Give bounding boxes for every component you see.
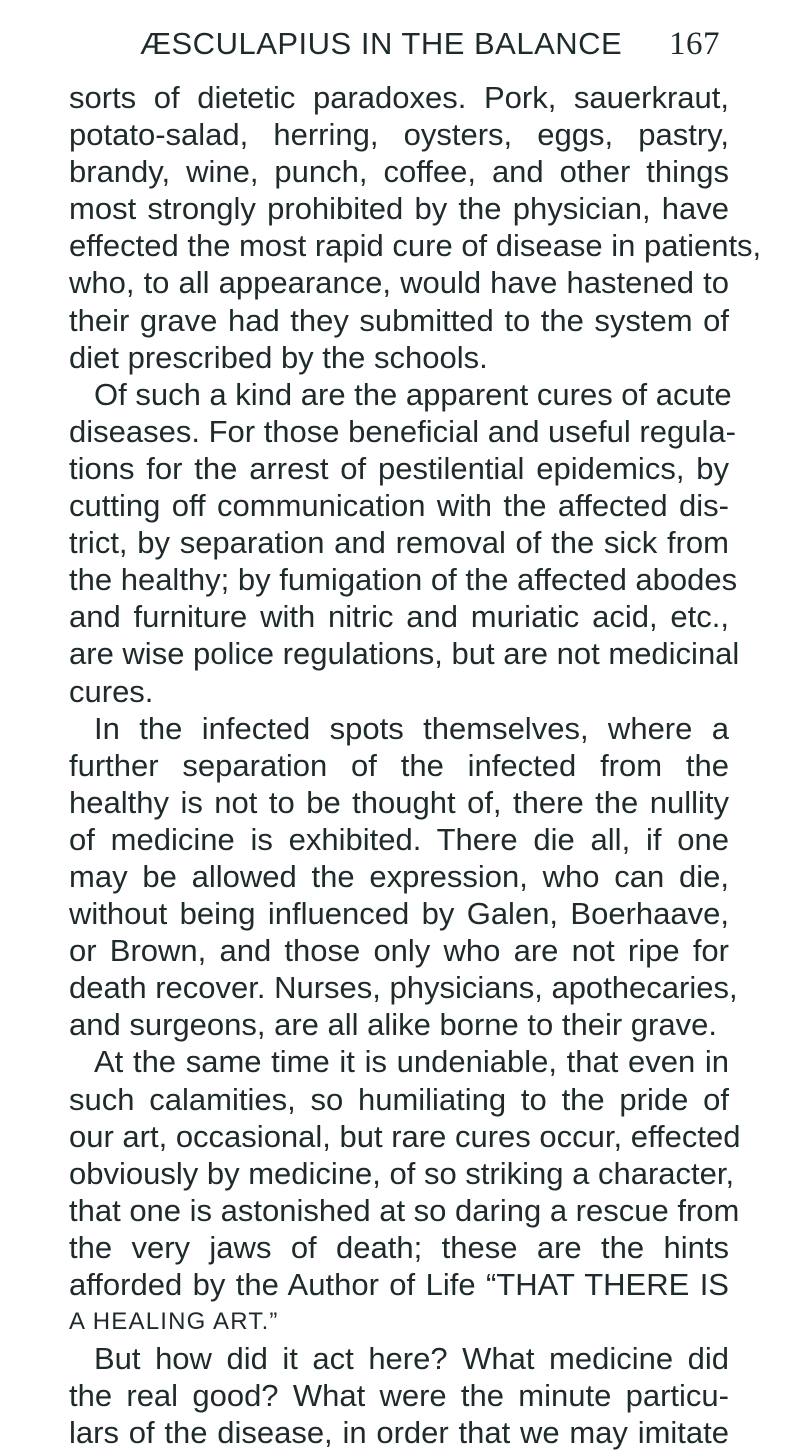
text-line: lars of the disease, in order that we may imitate	[69, 1415, 729, 1451]
text-line: diet prescribed by the schools.	[69, 339, 488, 375]
text-line: healthy is not to be thought of, there the nullity	[69, 784, 729, 820]
text-line: and furniture with nitric and muriatic acid, etc.,	[69, 599, 729, 635]
running-title: ÆSCULAPIUS IN THE BALANCE	[140, 26, 623, 61]
text-line: and surgeons, are all alike borne to their grave.	[69, 1007, 717, 1043]
paragraph-start-line: Of such a kind are the apparent cures of acute	[94, 376, 732, 412]
text-line: cutting off communication with the affected dis-	[69, 488, 729, 524]
text-line: death recover. Nurses, physicians, apothecaries,	[69, 970, 738, 1006]
text-line: are wise police regulations, but are not medicinal	[69, 636, 740, 672]
text-line: the real good? What were the minute particu-	[69, 1378, 729, 1414]
text-line: most strongly prohibited by the physician, have	[69, 191, 729, 227]
text-line: such calamities, so humiliating to the pride of	[69, 1081, 729, 1117]
text-line: of medicine is exhibited. There die all, if one	[69, 821, 729, 857]
page-number: 167	[669, 26, 720, 62]
text-line: effected the most rapid cure of disease in patients,	[69, 228, 762, 264]
text-line: further separation of the infected from the	[69, 747, 729, 783]
small-caps-line: A HEALING ART.”	[69, 1308, 279, 1336]
text-line: diseases. For those beneficial and useful regula-	[69, 413, 736, 449]
text-line: trict, by separation and removal of the sick from	[69, 525, 729, 561]
text-line: obviously by medicine, of so striking a character,	[69, 1155, 735, 1191]
text-line: the very jaws of death; these are the hints	[69, 1229, 729, 1265]
text-line: tions for the arrest of pestilential epidemics, by	[69, 450, 729, 486]
text-line: potato-salad, herring, oysters, eggs, pastry,	[69, 117, 729, 153]
body-text	[69, 79, 762, 1451]
paragraph-start-line: At the same time it is undeniable, that even in	[94, 1044, 729, 1080]
text-line: the healthy; by fumigation of the affected abodes	[69, 562, 738, 598]
text-line: who, to all appearance, would have hastened to	[69, 265, 729, 301]
text-line: our art, occasional, but rare cures occur, effected	[69, 1118, 741, 1154]
running-head	[140, 26, 720, 70]
paragraph-start-line: But how did it act here? What medicine did	[94, 1341, 729, 1377]
text-line: cures.	[69, 673, 154, 709]
text-line: without being influenced by Galen, Boerhaave,	[69, 896, 729, 932]
text-line: sorts of dietetic paradoxes. Pork, sauerkraut,	[69, 80, 729, 115]
text-line: that one is astonished at so daring a rescue from	[69, 1192, 740, 1228]
paragraph-start-line: In the infected spots themselves, where a	[94, 710, 729, 746]
text-line: may be allowed the expression, who can die,	[69, 858, 729, 894]
text-line: or Brown, and those only who are not ripe for	[69, 933, 729, 969]
text-line: afforded by the Author of Life “THAT THERE IS	[69, 1267, 729, 1302]
text-line: their grave had they submitted to the system of	[69, 302, 729, 338]
text-line: brandy, wine, punch, coffee, and other things	[69, 154, 729, 190]
